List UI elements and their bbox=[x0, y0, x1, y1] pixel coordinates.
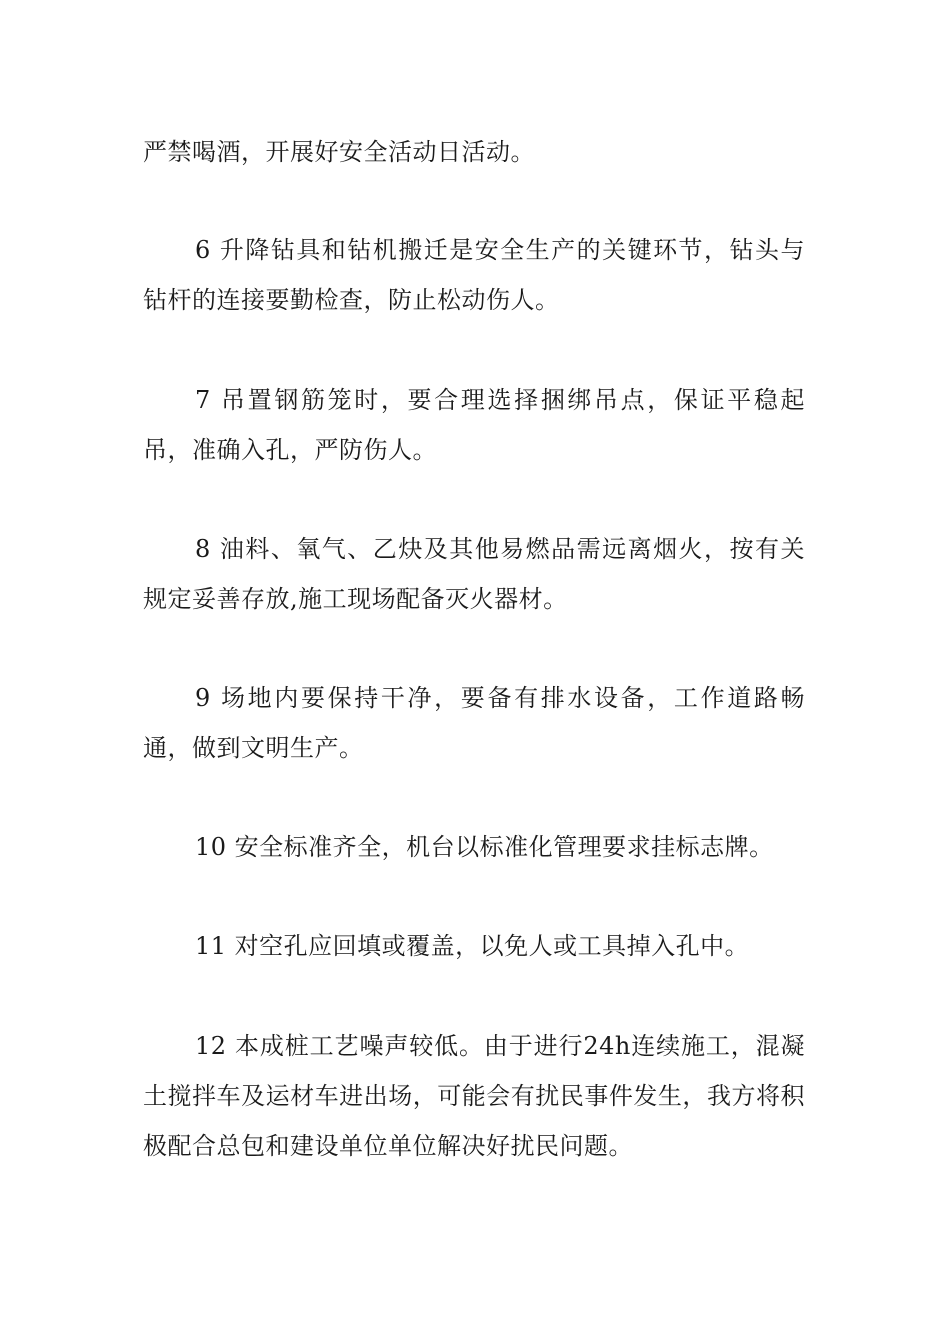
paragraph-item-6: 6 升降钻具和钻机搬迁是安全生产的关键环节，钻头与钻杆的连接要勤检查，防止松动伤人。 bbox=[143, 236, 805, 314]
paragraph-item-10: 10 安全标准齐全，机台以标准化管理要求挂标志牌。 bbox=[195, 833, 774, 861]
paragraph-item-11: 11 对空孔应回填或覆盖，以免人或工具掉入孔中。 bbox=[195, 932, 750, 960]
paragraph-item-9: 9 场地内要保持干净，要备有排水设备，工作道路畅通，做到文明生产。 bbox=[143, 684, 805, 762]
paragraph-item-8: 8 油料、氧气、乙炔及其他易燃品需远离烟火，按有关规定妥善存放,施工现场配备灭火器材。 bbox=[143, 535, 805, 613]
paragraph-item-7: 7 吊置钢筋笼时，要合理选择捆绑吊点，保证平稳起吊，准确入孔，严防伤人。 bbox=[143, 386, 805, 464]
paragraph-item-12: 12 本成桩工艺噪声较低。由于进行24h连续施工，混凝土搅拌车及运材车进出场，可能会有扰民事件发生，我方将积极配合总包和建设单位单位解决好扰民问题。 bbox=[143, 1032, 805, 1160]
paragraph-continuation: 严禁喝酒，开展好安全活动日活动。 bbox=[143, 138, 535, 166]
